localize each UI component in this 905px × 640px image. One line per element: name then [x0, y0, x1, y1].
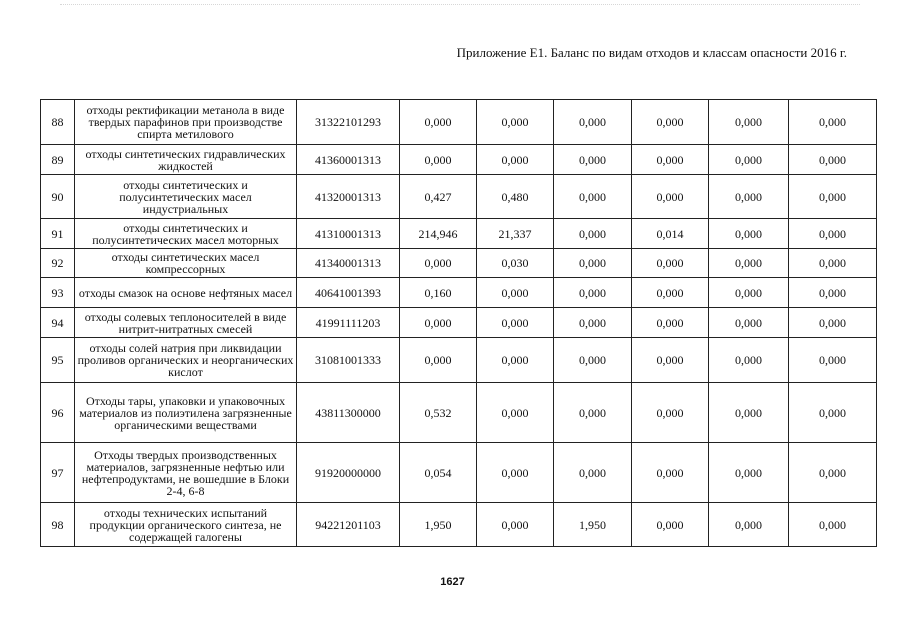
- table-row: [41, 503, 877, 547]
- value-cell: 0,000: [400, 338, 477, 383]
- value-cell: 0,000: [632, 175, 709, 219]
- value-cell: 0,000: [789, 219, 877, 249]
- value-cell: 0,480: [477, 175, 554, 219]
- value-cell: 0,000: [632, 278, 709, 308]
- waste-code: 41310001313: [297, 219, 400, 249]
- value-cell: 0,000: [554, 383, 632, 443]
- value-cell: 0,000: [554, 100, 632, 145]
- value-cell: 0,000: [789, 175, 877, 219]
- waste-name: отходы технических испытаний продукции органического синтеза, не содержащей галогены: [75, 503, 297, 547]
- value-cell: 0,014: [632, 219, 709, 249]
- value-cell: 0,000: [477, 338, 554, 383]
- waste-name: отходы синтетических и полусинтетических масел индустриальных: [75, 175, 297, 219]
- waste-name: отходы солей натрия при ликвидации проливов органических и неорганических кислот: [75, 338, 297, 383]
- value-cell: 0,000: [709, 100, 789, 145]
- value-cell: 0,000: [789, 100, 877, 145]
- value-cell: 0,000: [400, 100, 477, 145]
- value-cell: 0,000: [789, 308, 877, 338]
- value-cell: 0,000: [789, 503, 877, 547]
- waste-name: Отходы тары, упаковки и упаковочных материалов из полиэтилена загрязненные органическими веществами: [75, 383, 297, 443]
- value-cell: 0,000: [789, 443, 877, 503]
- row-number: 98: [41, 503, 75, 547]
- table-row: [41, 278, 877, 308]
- value-cell: 0,000: [709, 443, 789, 503]
- value-cell: 0,000: [554, 338, 632, 383]
- table-row: [41, 249, 877, 278]
- row-number: 97: [41, 443, 75, 503]
- value-cell: 0,000: [477, 278, 554, 308]
- value-cell: 0,000: [632, 503, 709, 547]
- value-cell: 1,950: [400, 503, 477, 547]
- waste-name: отходы солевых теплоносителей в виде нитрит-нитратных смесей: [75, 308, 297, 338]
- value-cell: 0,000: [709, 145, 789, 175]
- value-cell: 0,000: [789, 383, 877, 443]
- value-cell: 0,000: [554, 308, 632, 338]
- value-cell: 0,160: [400, 278, 477, 308]
- value-cell: 0,000: [400, 145, 477, 175]
- waste-code: 40641001393: [297, 278, 400, 308]
- value-cell: 0,000: [477, 145, 554, 175]
- value-cell: 0,054: [400, 443, 477, 503]
- waste-name: отходы смазок на основе нефтяных масел: [75, 278, 297, 308]
- value-cell: 0,000: [554, 175, 632, 219]
- value-cell: 0,000: [709, 308, 789, 338]
- table-row: [41, 175, 877, 219]
- table-row: [41, 308, 877, 338]
- value-cell: 0,000: [554, 278, 632, 308]
- value-cell: 0,000: [709, 338, 789, 383]
- value-cell: 0,000: [632, 443, 709, 503]
- value-cell: 0,000: [709, 383, 789, 443]
- waste-code: 31081001333: [297, 338, 400, 383]
- value-cell: 214,946: [400, 219, 477, 249]
- waste-code: 91920000000: [297, 443, 400, 503]
- value-cell: 0,000: [477, 383, 554, 443]
- row-number: 94: [41, 308, 75, 338]
- value-cell: 0,000: [554, 145, 632, 175]
- row-number: 92: [41, 249, 75, 278]
- table-row: [41, 219, 877, 249]
- row-number: 96: [41, 383, 75, 443]
- waste-name: отходы синтетических гидравлических жидкостей: [75, 145, 297, 175]
- table-row: [41, 443, 877, 503]
- value-cell: 0,000: [789, 278, 877, 308]
- waste-code: 41360001313: [297, 145, 400, 175]
- value-cell: 0,000: [554, 249, 632, 278]
- table-row: [41, 338, 877, 383]
- value-cell: 21,337: [477, 219, 554, 249]
- value-cell: 0,000: [632, 383, 709, 443]
- value-cell: 0,000: [632, 249, 709, 278]
- value-cell: 0,000: [400, 308, 477, 338]
- table-row: [41, 100, 877, 145]
- row-number: 88: [41, 100, 75, 145]
- value-cell: 1,950: [554, 503, 632, 547]
- value-cell: 0,000: [709, 219, 789, 249]
- row-number: 95: [41, 338, 75, 383]
- value-cell: 0,000: [632, 338, 709, 383]
- waste-code: 41320001313: [297, 175, 400, 219]
- value-cell: 0,000: [554, 219, 632, 249]
- waste-name: отходы ректификации метанола в виде твердых парафинов при производстве спирта метилового: [75, 100, 297, 145]
- table-row: [41, 383, 877, 443]
- table-row: [41, 145, 877, 175]
- waste-code: 41340001313: [297, 249, 400, 278]
- waste-name: отходы синтетических и полусинтетических масел моторных: [75, 219, 297, 249]
- waste-code: 43811300000: [297, 383, 400, 443]
- value-cell: 0,000: [632, 100, 709, 145]
- value-cell: 0,000: [632, 145, 709, 175]
- page-title: Приложение Е1. Баланс по видам отходов и классам опасности 2016 г.: [456, 45, 847, 60]
- value-cell: 0,532: [400, 383, 477, 443]
- waste-code: 41991111203: [297, 308, 400, 338]
- waste-name: Отходы твердых производственных материалов, загрязненные нефтью или нефтепродуктами, не вошедшие в Блоки 2-4, 6-8: [75, 443, 297, 503]
- value-cell: 0,000: [477, 100, 554, 145]
- scan-artifact-line: [60, 4, 860, 7]
- waste-code: 31322101293: [297, 100, 400, 145]
- waste-name: отходы синтетических масел компрессорных: [75, 249, 297, 278]
- value-cell: 0,030: [477, 249, 554, 278]
- waste-balance-table: [40, 99, 877, 547]
- value-cell: 0,427: [400, 175, 477, 219]
- value-cell: 0,000: [789, 338, 877, 383]
- value-cell: 0,000: [554, 443, 632, 503]
- value-cell: 0,000: [477, 503, 554, 547]
- value-cell: 0,000: [709, 175, 789, 219]
- value-cell: 0,000: [789, 249, 877, 278]
- row-number: 93: [41, 278, 75, 308]
- value-cell: 0,000: [709, 503, 789, 547]
- value-cell: 0,000: [477, 443, 554, 503]
- waste-code: 94221201103: [297, 503, 400, 547]
- value-cell: 0,000: [789, 145, 877, 175]
- value-cell: 0,000: [400, 249, 477, 278]
- value-cell: 0,000: [632, 308, 709, 338]
- row-number: 91: [41, 219, 75, 249]
- value-cell: 0,000: [709, 249, 789, 278]
- row-number: 90: [41, 175, 75, 219]
- value-cell: 0,000: [709, 278, 789, 308]
- row-number: 89: [41, 145, 75, 175]
- page-number: 1627: [440, 576, 465, 588]
- value-cell: 0,000: [477, 308, 554, 338]
